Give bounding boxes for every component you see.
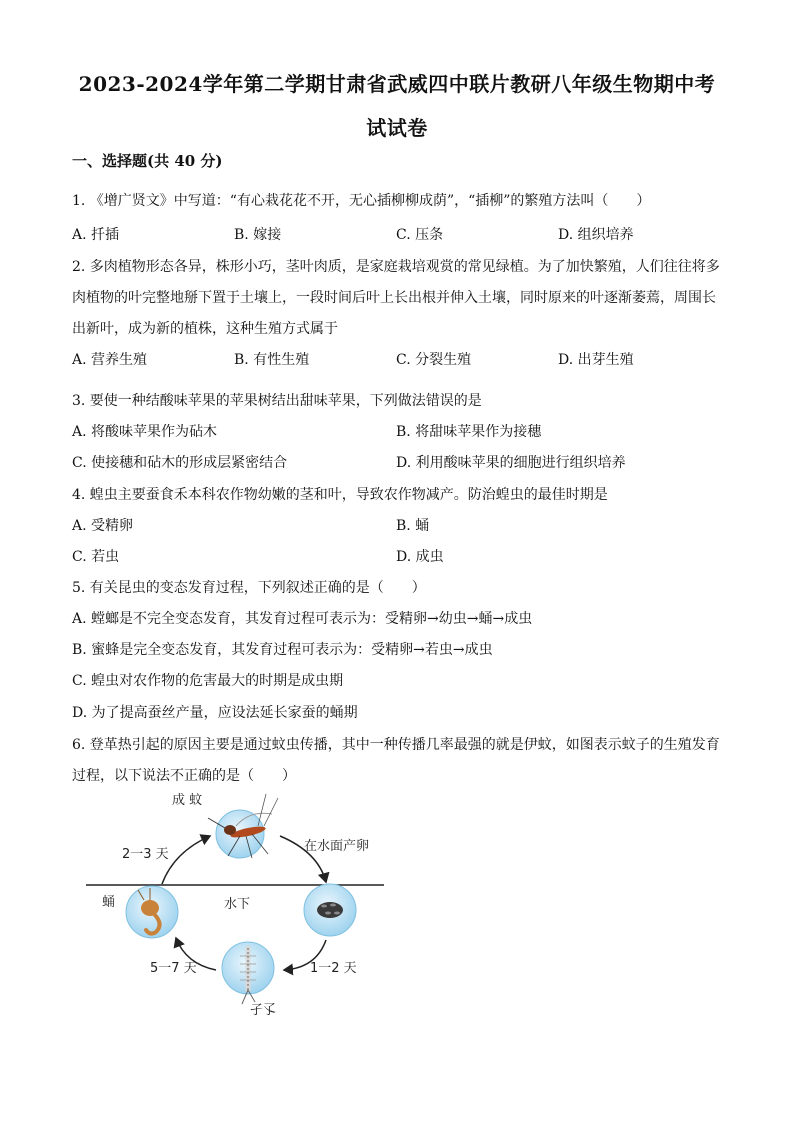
label-pupa: 蛹 [102,895,116,910]
question-1-option-b: B. 嫁接 [234,227,282,243]
label-days-5-7: 5一7 天 [150,961,197,976]
question-3-option-c: C. 使接穗和砧木的形成层紧密结合 [72,455,288,471]
label-lay-eggs: 在水面产卵 [304,839,370,854]
label-days-2-3: 2一3 天 [122,847,169,862]
exam-title-line1: 2023-2024学年第二学期甘肃省武威四中联片教研八年级生物期中考 [78,72,716,96]
section-title: 一、选择题(共 40 分) [72,152,223,170]
question-2-option-a: A. 营养生殖 [72,352,148,368]
question-2-text-line3: 出新叶，成为新的植株，这种生殖方式属于 [72,321,338,337]
question-1-option-d: D. 组织培养 [558,227,634,243]
question-4-text: 4. 蝗虫主要蚕食禾本科农作物幼嫩的茎和叶，导致农作物减产。防治蝗虫的最佳时期是 [72,487,608,503]
question-6-text-line2: 过程，以下说法不正确的是（ ） [72,768,296,784]
arrow-pupa-to-adult [162,836,210,884]
question-1-option-a: A. 扦插 [72,227,120,243]
question-2-option-b: B. 有性生殖 [234,352,310,368]
question-4-option-a: A. 受精卵 [72,518,134,534]
question-5-option-a: A. 螳螂是不完全变态发育，其发育过程可表示为：受精卵→幼虫→蛹→成虫 [72,611,533,627]
question-4-option-c: C. 若虫 [72,549,120,565]
question-5-text: 5. 有关昆虫的变态发育过程，下列叙述正确的是（ ） [72,580,426,596]
question-4-option-b: B. 蛹 [396,518,430,534]
question-2-text-line2: 肉植物的叶完整地掰下置于土壤上，一段时间后叶上长出根并伸入土壤，同时原来的叶逐渐萎蔫，周围长 [72,290,716,306]
mosquito-larva-icon [222,942,274,1004]
mosquito-lifecycle-diagram [80,792,400,1032]
label-days-1-2: 1一2 天 [310,961,357,976]
question-4-option-d: D. 成虫 [396,549,444,565]
question-3-option-b: B. 将甜味苹果作为接穗 [396,424,542,440]
question-5-option-c: C. 蝗虫对农作物的危害最大的时期是成虫期 [72,673,344,689]
question-1-text: 1. 《增广贤文》中写道：“有心栽花花不开，无心插柳柳成荫”，“插柳”的繁殖方法叫（ ） [72,193,651,209]
label-underwater: 水下 [224,897,251,912]
question-3-option-a: A. 将酸味苹果作为砧木 [72,424,218,440]
question-2-option-c: C. 分裂生殖 [396,352,472,368]
label-larva: 孑孓 [250,1003,277,1018]
adult-mosquito-icon [208,794,278,858]
mosquito-eggs-icon [304,884,356,936]
mosquito-pupa-icon [126,886,178,938]
question-3-option-d: D. 利用酸味苹果的细胞进行组织培养 [396,455,626,471]
question-1-option-c: C. 压条 [396,227,444,243]
question-2-option-d: D. 出芽生殖 [558,352,634,368]
label-adult: 成 蚊 [172,793,203,808]
question-5-option-b: B. 蜜蜂是完全变态发育，其发育过程可表示为：受精卵→若虫→成虫 [72,642,493,658]
question-3-text: 3. 要使一种结酸味苹果的苹果树结出甜味苹果，下列做法错误的是 [72,393,482,409]
question-6-text-line1: 6. 登革热引起的原因主要是通过蚊虫传播，其中一种传播几率最强的就是伊蚊，如图表示蚊子的生殖发育 [72,737,720,753]
question-2-text-line1: 2. 多肉植物形态各异，株形小巧，茎叶肉质，是家庭栽培观赏的常见绿植。为了加快繁殖，人们往往将多 [72,259,720,275]
exam-title-line2: 试试卷 [366,116,428,140]
question-5-option-d: D. 为了提高蚕丝产量，应设法延长家蚕的蛹期 [72,705,358,721]
